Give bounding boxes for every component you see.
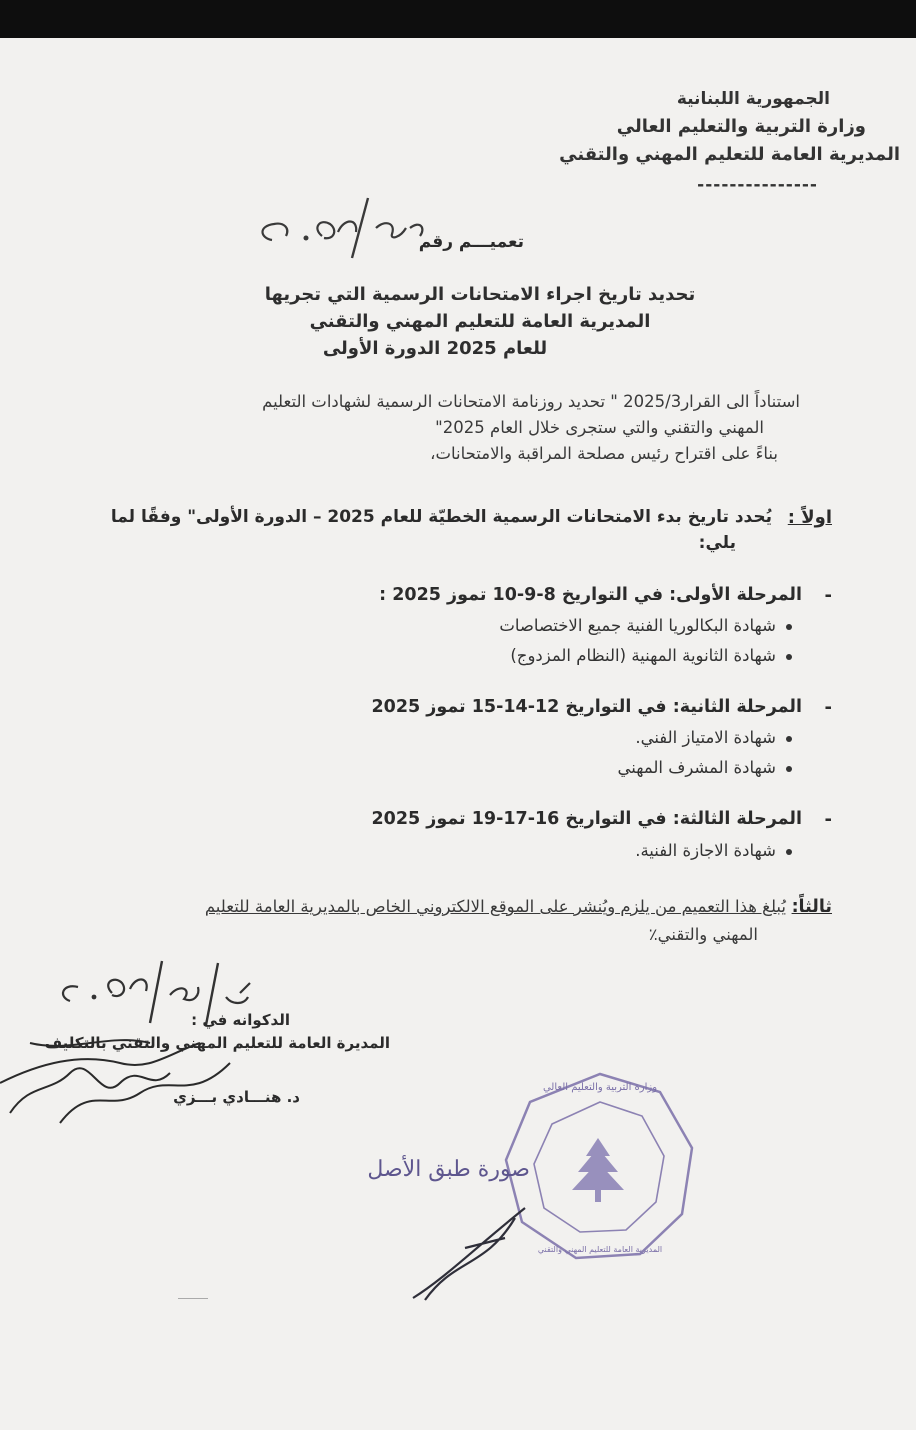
preamble-line-2: المهني والتقني والتي ستجرى خلال العام 2025": [435, 418, 764, 437]
phase-3-item-1: [635, 840, 792, 861]
stamp-inner-text: المديرية العامة للتعليم المهني والتقني: [537, 1245, 663, 1254]
phase-2-title: المرحلة الثانية: في التواريخ 12-14-15 تموز 2025: [371, 697, 802, 717]
bullet-icon: [786, 849, 792, 855]
clause-first-label: اولاً :: [787, 507, 832, 528]
bullet-icon: [786, 766, 792, 772]
page-mark: [178, 1298, 208, 1299]
clause-first-line-2: يلي:: [698, 533, 736, 553]
document-page: [0, 38, 916, 1430]
certified-copy-initials: [405, 1188, 535, 1308]
phase-1-item-2-text: شهادة الثانوية المهنية (النظام المزدوج): [510, 646, 776, 665]
clause-third-line-2: المهني والتقني٪: [648, 925, 758, 944]
cedar-tree-icon: [572, 1138, 624, 1202]
bullet-icon: [786, 624, 792, 630]
clause-third-label: ثالثاً:: [791, 897, 832, 917]
handwritten-signature: [0, 1023, 250, 1133]
signature-name: د. هنـــادي بـــزي: [173, 1088, 300, 1106]
phase-1-dash: -: [824, 585, 832, 606]
phase-2-item-2: [617, 757, 792, 778]
stamp-ring-text: وزارة التربية والتعليم العالي: [542, 1082, 658, 1093]
subject-line-2: المديرية العامة للتعليم المهني والتقني: [309, 311, 651, 332]
subject-line-1: تحديد تاريخ اجراء الامتحانات الرسمية التي تجريها: [264, 284, 696, 305]
subject-line-3: للعام 2025 الدورة الأولى: [322, 338, 548, 359]
phase-2-item-2-text: شهادة المشرف المهني: [617, 758, 776, 777]
phase-2-dash: -: [824, 697, 832, 718]
header-republic: الجمهورية اللبنانية: [676, 89, 830, 109]
phase-3-item-1-text: شهادة الاجازة الفنية.: [635, 841, 776, 860]
preamble-line-1: استناداً الى القرار2025/3 " تحديد روزنامة الامتحانات الرسمية لشهادات التعليم: [262, 392, 800, 411]
circular-label: تعميـــم رقم: [418, 232, 524, 252]
circular-number-text: ١٢/٥٠/٢٠٠٥: [257, 260, 262, 261]
phase-1-item-1-text: شهادة البكالوريا الفنية جميع الاختصاصات: [499, 616, 776, 635]
signature-title: المديرة العامة للتعليم المهني والتقني بالتكليف: [44, 1034, 390, 1052]
header-directorate: المديرية العامة للتعليم المهني والتقني: [559, 144, 900, 165]
preamble-line-3: بناءً على اقتراح رئيس مصلحة المراقبة والامتحانات،: [430, 444, 778, 463]
top-frame-bar: [0, 0, 916, 38]
circular-number-handwriting: [250, 188, 440, 268]
signature-place: الدكوانه في :: [191, 1011, 290, 1029]
certified-copy-stamp: صورة طبق الأصل: [367, 1157, 530, 1182]
phase-2-item-1: [635, 727, 792, 748]
clause-third-line-1: [205, 896, 786, 917]
bullet-icon: [786, 654, 792, 660]
signature-date-text: ١٤/٤/٢٠٠٥: [0, 1128, 5, 1129]
clause-first-line-1: يُحدد تاريخ بدء الامتحانات الرسمية الخطيّة للعام 2025 – الدورة الأولى" وفقًا لما: [110, 507, 772, 527]
bullet-icon: [786, 736, 792, 742]
phase-1-item-1: [499, 615, 792, 636]
phase-3-dash: -: [824, 809, 832, 830]
phase-1-title: المرحلة الأولى: في التواريخ 8-9-10 تموز 2025 :: [379, 585, 802, 605]
clause-third-text: يُبلغ هذا التعميم من يلزم ويُنشر على الموقع الالكتروني الخاص بالمديرية العامة للتعليم: [204, 897, 786, 916]
header-ministry: وزارة التربية والتعليم العالي: [616, 116, 866, 137]
header-divider: ---------------: [697, 175, 818, 195]
phase-2-item-1-text: شهادة الامتياز الفني.: [635, 728, 776, 747]
phase-1-item-2: [510, 645, 792, 666]
phase-3-title: المرحلة الثالثة: في التواريخ 16-17-19 تموز 2025: [371, 809, 802, 829]
